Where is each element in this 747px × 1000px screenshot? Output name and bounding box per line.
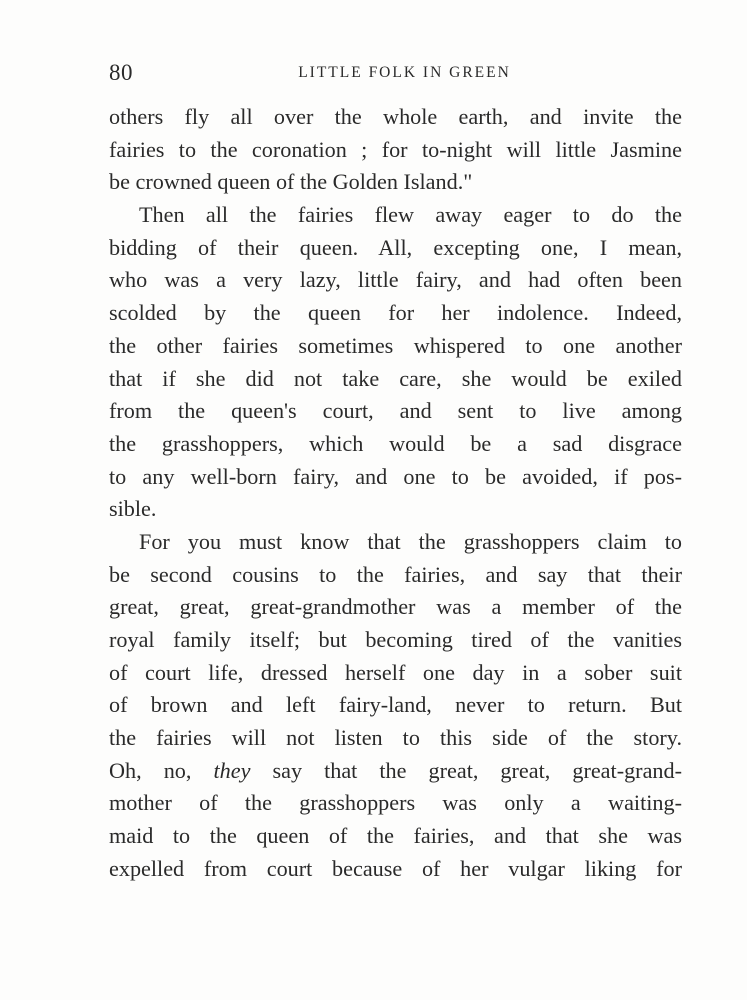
running-title: LITTLE FOLK IN GREEN <box>298 64 511 81</box>
page-header <box>109 58 682 88</box>
text-line: For you must know that the grasshoppers claim to <box>139 528 682 554</box>
text-line: the grasshoppers, which would be a sad disgrace <box>109 430 682 456</box>
text-line: be second cousins to the fairies, and say that their <box>109 561 682 587</box>
text-line-with-italic <box>109 755 682 788</box>
text-line: to any well-born fairy, and one to be avoided, if pos- <box>109 463 682 489</box>
text-line: sible. <box>109 496 157 522</box>
text-line: the other fairies sometimes whispered to one another <box>109 332 682 358</box>
text-line: expelled from court because of her vulgar liking for <box>109 855 682 881</box>
page-number: 80 <box>109 60 133 85</box>
text-line: royal family itself; but becoming tired of the vanities <box>109 627 682 652</box>
text-line: Then all the fairies flew away eager to do the <box>139 202 682 228</box>
text-segment: Oh, no, <box>109 757 192 783</box>
text-line: scolded by the queen for her indolence. Indeed, <box>109 300 682 326</box>
text-line: fairies to the coronation ; for to-night will little Jasmine <box>109 136 682 162</box>
text-line: from the queen's court, and sent to live among <box>109 398 682 424</box>
text-line: bidding of their queen. All, excepting one, I mean, <box>109 234 682 260</box>
text-line: of brown and left fairy-land, never to return. But <box>109 692 682 718</box>
text-line: that if she did not take care, she would be exiled <box>109 365 682 391</box>
text-line: the fairies will not listen to this side of the story. <box>109 725 682 751</box>
body-text <box>109 101 682 886</box>
text-line: be crowned queen of the Golden Island." <box>109 169 473 195</box>
paragraph <box>109 526 682 886</box>
text-line: maid to the queen of the fairies, and that she was <box>109 823 682 849</box>
text-line: who was a very lazy, little fairy, and had often been <box>109 267 682 293</box>
paragraph <box>109 101 682 199</box>
italic-word: they <box>213 757 251 783</box>
text-line: mother of the grasshoppers was only a waiting- <box>109 790 682 816</box>
text-line: great, great, great-grandmother was a member of the <box>109 594 682 620</box>
text-line: others fly all over the whole earth, and invite the <box>109 104 682 129</box>
paragraph <box>109 199 682 526</box>
text-segment: say that the great, great, great-grand- <box>272 757 682 783</box>
text-line: of court life, dressed herself one day in a sober suit <box>109 659 682 685</box>
